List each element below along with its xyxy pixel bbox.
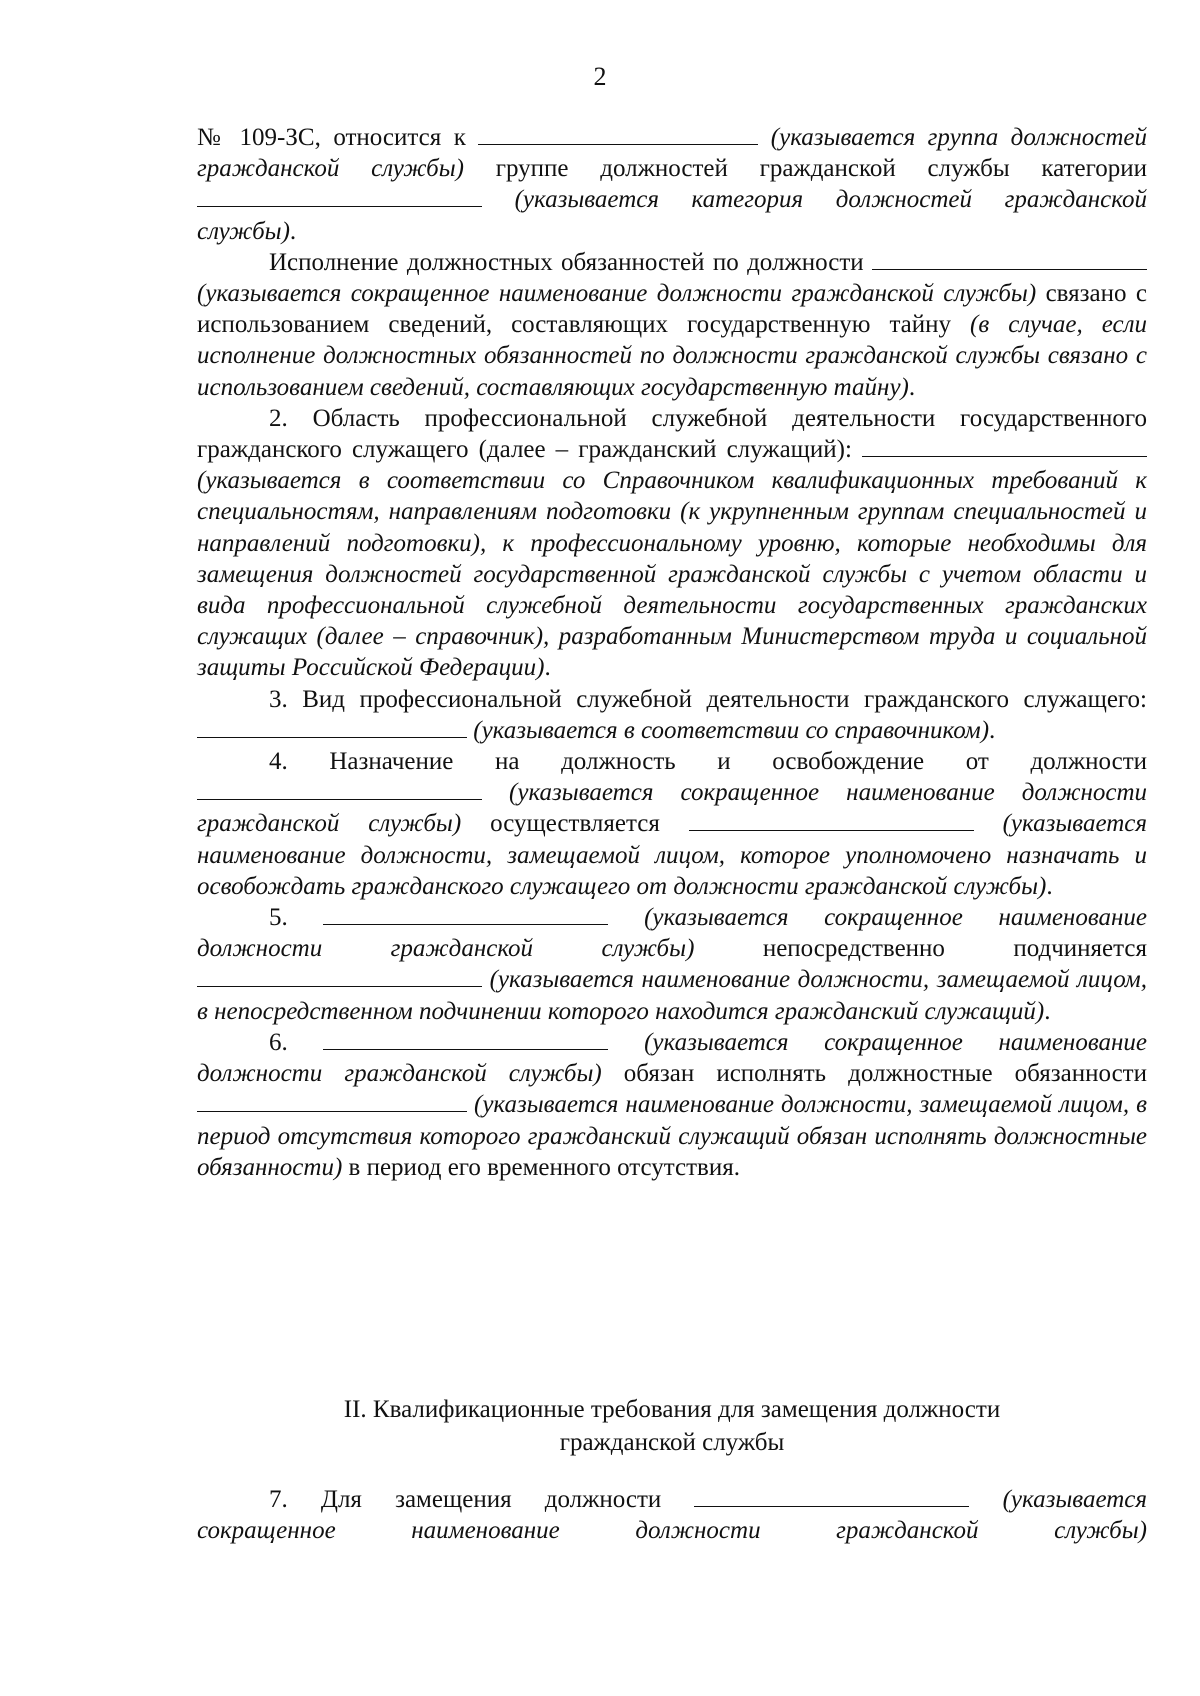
- text: обязан исполнять должностные обязанности: [601, 1060, 1147, 1088]
- hint-text: (указывается наименование должности, замещаемой лицом, в непосредственном подчинении которого находится гражданский служащий): [197, 966, 1147, 1025]
- blank-field: [872, 247, 1147, 270]
- hint-text: (указывается сокращенное наименование должности гражданской службы): [197, 1028, 1148, 1088]
- section-heading: [197, 1393, 1147, 1459]
- document-body-continued: [197, 1484, 1147, 1546]
- paragraph-4: [197, 746, 1147, 902]
- blank-field: [197, 184, 482, 207]
- hint-text: (указывается сокращенное наименование должности гражданской службы): [197, 779, 1147, 838]
- blank-field: [197, 777, 482, 800]
- heading-line: II. Квалификационные требования для замещения должности: [343, 1396, 1001, 1423]
- paragraph-7: [197, 1484, 1147, 1546]
- document-body: [197, 122, 1147, 1183]
- text: № 109-ЗС, относится к: [197, 124, 479, 151]
- blank-field: [862, 434, 1147, 457]
- text: 2. Область профессиональной служебной деятельности государственного гражданского служащего (далее – гражданский служащий):: [197, 404, 1147, 464]
- blank-field: [197, 1089, 467, 1112]
- blank-field: [478, 122, 758, 145]
- hint-text: (указывается наименование должности, замещаемой лицом, которое уполномочено назначать и освобождать гражданского служащего от должности гражданской службы): [197, 810, 1147, 900]
- text: .: [544, 654, 551, 682]
- text: .: [289, 217, 297, 245]
- hint-text: (указывается сокращенное наименование должности гражданской службы): [197, 904, 1148, 963]
- blank-field: [694, 1484, 969, 1507]
- text: 5.: [269, 904, 324, 932]
- text: .: [908, 373, 916, 401]
- text: осуществляется: [461, 810, 689, 838]
- paragraph-3: [197, 684, 1147, 746]
- text: .: [989, 716, 996, 744]
- page-number: 2: [593, 62, 607, 91]
- paragraph-5: [197, 902, 1147, 1027]
- paragraph-state-secret: [197, 247, 1147, 403]
- paragraph-6: [197, 1027, 1147, 1183]
- hint-text: (указывается сокращенное наименование должности гражданской службы): [197, 280, 1037, 308]
- blank-field: [689, 808, 974, 831]
- hint-text: (указывается сокращенное наименование должности гражданской службы): [197, 1486, 1147, 1545]
- blank-field: [323, 902, 608, 925]
- hint-text: (указывается категория должностей гражданской службы): [197, 186, 1147, 245]
- paragraph-group-category: [197, 122, 1147, 247]
- text: Исполнение должностных обязанностей по должности: [269, 248, 872, 276]
- text: .: [1044, 997, 1051, 1025]
- text: непосредственно подчиняется: [694, 935, 1147, 963]
- text: связано с использованием сведений, составляющих государственную тайну: [197, 280, 1147, 339]
- blank-field: [197, 715, 467, 738]
- hint-text: (в случае, если исполнение должностных обязанностей по должности гражданской службы связано с использованием сведений, составляющих государственную тайну): [197, 311, 1147, 401]
- text: .: [1046, 872, 1053, 900]
- text: в период его временного отсутствия.: [342, 1153, 740, 1181]
- heading-line: гражданской службы: [559, 1429, 785, 1456]
- hint-text: (указывается в соответствии со Справочником квалификационных требований к специальностям, направлениям подготовки (к укрупненным группам специальностей и направлений подготовки), к профессиональному уровню, которые необходимы для замещения должностей государственной гражданской службы с учетом области и вида профессиональной служебной деятельности государственных гражданских служащих (далее – справочник), разработанным Министерством труда и социальной защиты Российской Федерации): [197, 467, 1147, 682]
- text: 7. Для замещения должности: [269, 1486, 695, 1513]
- hint-text: (указывается группа должностей гражданской службы): [197, 124, 1148, 183]
- hint-text: (указывается наименование должности, замещаемой лицом, в период отсутствия которого гражданский служащий обязан исполнять должностные обязанности): [197, 1091, 1147, 1181]
- text: 3. Вид профессиональной служебной деятельности гражданского служащего:: [269, 685, 1147, 713]
- text: 6.: [269, 1028, 324, 1056]
- text: группе должностей гражданской службы категории: [464, 155, 1147, 183]
- paragraph-2: [197, 403, 1147, 684]
- blank-field: [197, 964, 482, 987]
- text: 4. Назначение на должность и освобождение от должности: [269, 748, 1147, 776]
- hint-text: (указывается в соответствии со справочником): [467, 716, 990, 744]
- blank-field: [323, 1027, 608, 1050]
